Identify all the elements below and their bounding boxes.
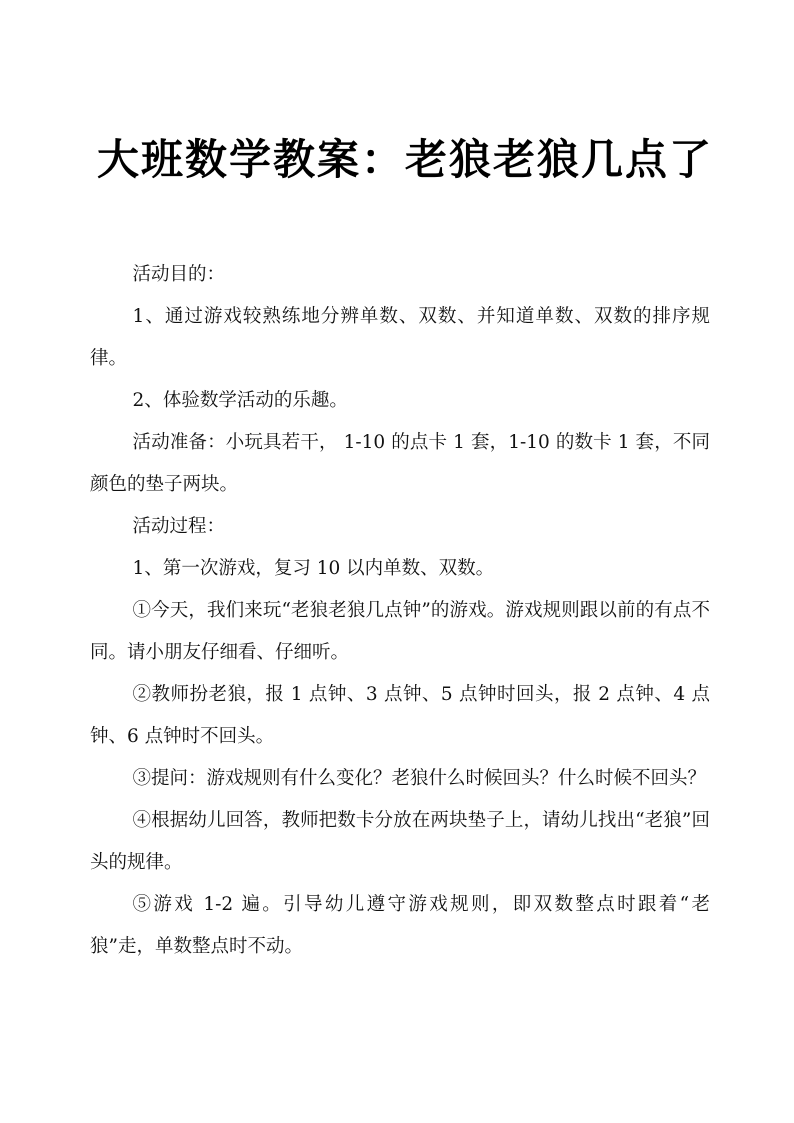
document-title: 大班数学教案：老狼老狼几点了 [96,135,713,185]
section-heading-process: 活动过程： [132,516,226,537]
process-substep-2: ②教师扮老狼，报 1 点钟、3 点钟、5 点钟时回头，报 2 点钟、4 点钟、6 点钟时不回头。 [90,684,710,747]
document-body [90,254,710,968]
section-heading-objectives: 活动目的： [132,264,226,285]
process-substep-3: ③提问：游戏规则有什么变化？老狼什么时候回头？什么时候不回头？ [132,768,707,789]
objective-1: 1、通过游戏较熟练地分辨单数、双数、并知道单数、双数的排序规律。 [90,306,710,369]
objective-2: 2、体验数学活动的乐趣。 [132,390,348,411]
process-substep-5: ⑤游戏 1-2 遍。引导幼儿遵守游戏规则，即双数整点时跟着“老狼”走，单数整点时不动。 [90,894,710,957]
process-step-1: 1、第一次游戏，复习 10 以内单数、双数。 [132,558,495,579]
process-substep-1: ①今天，我们来玩“老狼老狼几点钟”的游戏。游戏规则跟以前的有点不同。请小朋友仔细看、仔细听。 [90,600,710,663]
process-substep-4: ④根据幼儿回答，教师把数卡分放在两块垫子上，请幼儿找出“老狼”回头的规律。 [90,810,710,873]
preparation-paragraph: 活动准备：小玩具若干， 1-10 的点卡 1 套，1-10 的数卡 1 套，不同颜色的垫子两块。 [90,432,710,495]
